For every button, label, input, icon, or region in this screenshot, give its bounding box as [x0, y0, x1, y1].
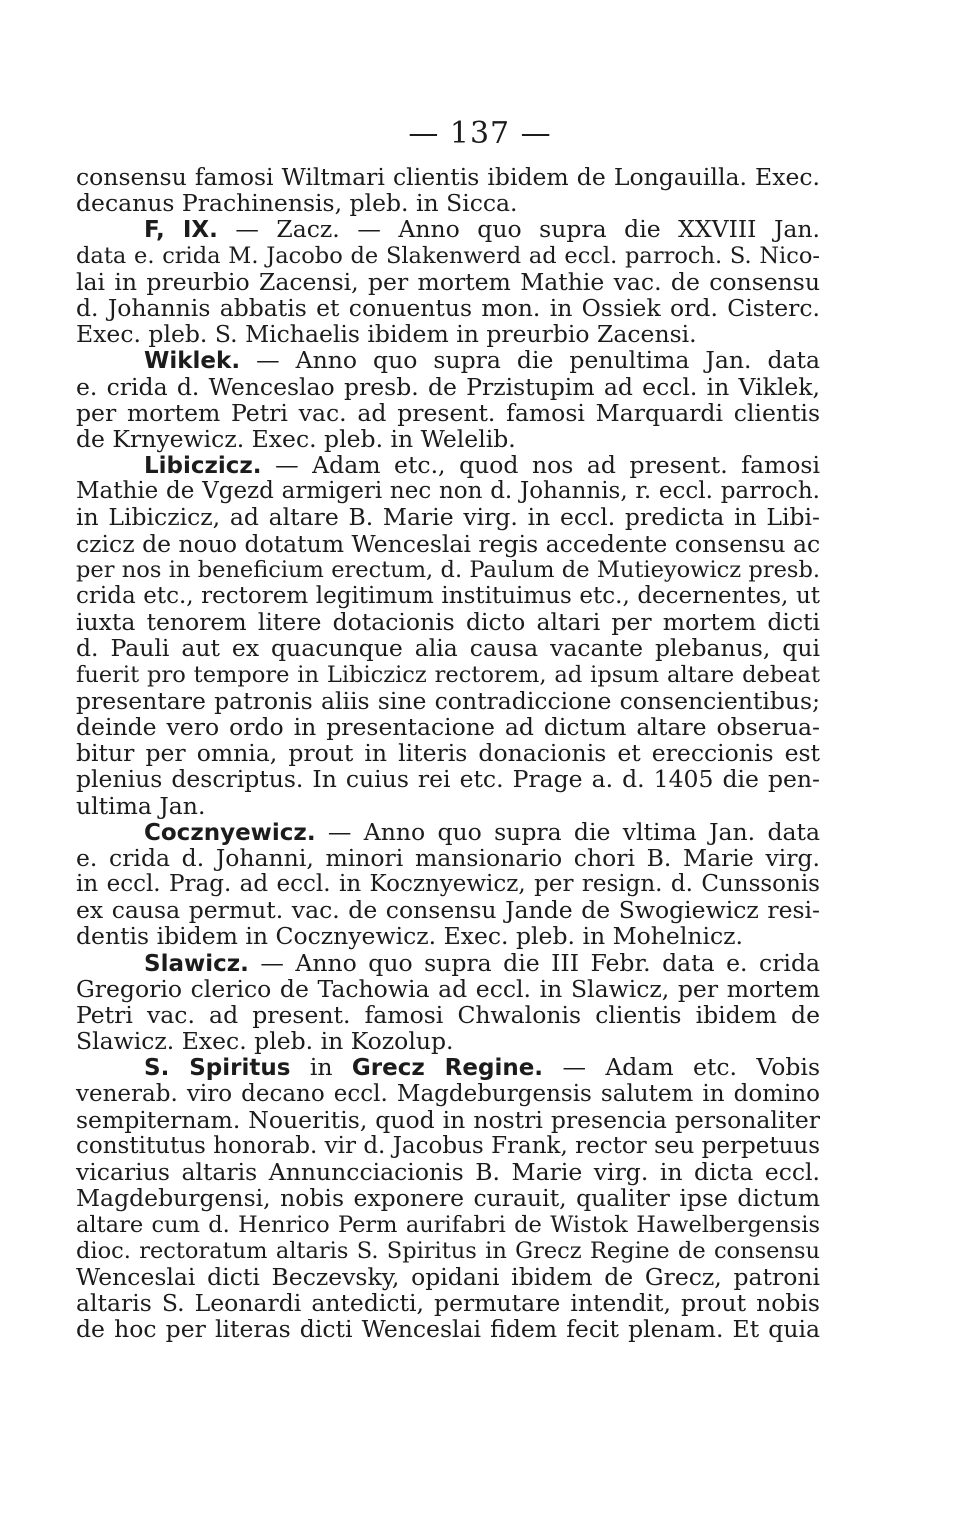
line-text: Gregorio clerico de Tachowia ad eccl. in Slawicz, per mortem — [76, 974, 820, 1003]
line-text: — Anno quo supra die III Febr. data e. crida — [248, 948, 820, 977]
line-text: per nos in beneficium erectum, d. Paulum de Mutieyowicz presb. — [76, 556, 820, 583]
line-text: vicarius altaris Annuncciacionis B. Marie virg. in dicta eccl. — [76, 1158, 820, 1187]
text-line — [76, 688, 820, 714]
line-text: in — [290, 1053, 352, 1082]
line-text: czicz de nouo dotatum Wenceslai regis accedente consensu ac — [76, 529, 821, 558]
text-line — [76, 871, 820, 897]
text-line — [76, 374, 820, 400]
text-line — [76, 321, 820, 347]
line-text: — Adam etc., quod nos ad present. famosi — [261, 451, 820, 480]
text-line — [76, 243, 820, 269]
entry-heading-line — [76, 347, 820, 373]
line-text: per mortem Petri vac. ad present. famosi Marquardi clientis — [76, 398, 820, 427]
text-line — [76, 557, 820, 583]
entry-heading: S. Spiritus — [144, 1055, 291, 1082]
line-text: presentare patronis aliis sine contradiccione consencientibus; — [76, 686, 820, 715]
line-text: — Anno quo supra die penultima Jan. data — [240, 346, 820, 375]
text-line — [76, 609, 820, 635]
text-line — [76, 1133, 820, 1159]
text-line — [76, 1212, 820, 1238]
entry-heading: Cocznyewicz. — [144, 819, 316, 846]
entry-heading: Slawicz. — [144, 950, 249, 977]
text-line — [76, 400, 820, 426]
text-line — [76, 1002, 820, 1028]
line-text: altaris S. Leonardi antedicti, permutare intendit, prout nobis — [76, 1289, 820, 1318]
line-text: — Zacz. — Anno quo supra die XXVIII Jan. — [217, 215, 820, 244]
line-text: dentis ibidem in Cocznyewicz. Exec. pleb. in Mohelnicz. — [76, 922, 743, 951]
text-line — [76, 1238, 820, 1264]
line-text: — Adam etc. Vobis — [543, 1053, 821, 1082]
text-line — [76, 635, 820, 661]
line-text: ultima Jan. — [76, 791, 206, 820]
text-line — [76, 164, 820, 190]
entry-heading: Wiklek. — [144, 348, 241, 375]
line-text: Exec. pleb. S. Michaelis ibidem in preurbio Zacensi. — [76, 320, 697, 349]
line-text: de Krnyewicz. Exec. pleb. in Welelib. — [76, 424, 516, 453]
entry-heading: Libiczicz. — [144, 453, 262, 480]
line-text: Wenceslai dicti Beczevsky, opidani ibidem de Grecz, patroni — [76, 1262, 820, 1291]
line-text: ex causa permut. vac. de consensu Jande de Swogiewicz resi- — [76, 896, 820, 925]
text-line — [76, 295, 820, 321]
line-text: e. crida d. Johanni, minori mansionario chori B. Marie virg. — [76, 843, 820, 872]
text-line — [76, 504, 820, 530]
text-line — [76, 1107, 820, 1133]
text-line — [76, 714, 820, 740]
body-text — [76, 164, 820, 1342]
text-line — [76, 923, 820, 949]
entry-heading: Grecz Regine. — [351, 1055, 544, 1082]
line-text: iuxta tenorem litere dotacionis dicto altari per mortem dicti — [76, 608, 820, 637]
text-line — [76, 766, 820, 792]
line-text: in Libiczicz, ad altare B. Marie virg. in eccl. predicta in Libi- — [76, 503, 820, 532]
line-text: venerab. viro decano eccl. Magdeburgensis salutem in domino — [76, 1080, 820, 1107]
text-line — [76, 478, 820, 504]
line-text: crida etc., rectorem legitimum instituimus etc., decernentes, ut — [76, 583, 820, 609]
line-text: sempiternam. Noueritis, quod in nostri presencia personaliter — [76, 1105, 820, 1134]
line-text: Petri vac. ad present. famosi Chwalonis clientis ibidem de — [76, 1001, 820, 1029]
text-line — [76, 976, 820, 1002]
line-text: in eccl. Prag. ad eccl. in Kocznyewicz, per resign. d. Cunssonis — [76, 871, 820, 898]
line-text: d. Johannis abbatis et conuentus mon. in Ossiek ord. Cisterc. — [76, 293, 820, 322]
line-text: de hoc per literas dicti Wenceslai fidem fecit plenam. Et quia — [76, 1315, 820, 1344]
entry-heading-line — [76, 1054, 820, 1080]
line-text: dioc. rectoratum altaris S. Spiritus in Grecz Regine de consensu — [76, 1237, 820, 1264]
text-line — [76, 845, 820, 871]
entry-heading-line — [76, 819, 820, 845]
entry-heading-line — [76, 950, 820, 976]
line-text: data e. crida M. Jacobo de Slakenwerd ad eccl. parroch. S. Nico- — [76, 242, 820, 269]
line-text: deinde vero ordo in presentacione ad dictum altare obserua- — [76, 712, 820, 741]
line-text: plenius descriptus. In cuius rei etc. Prage a. d. 1405 die pen- — [76, 765, 820, 794]
text-line — [76, 1264, 820, 1290]
text-line — [76, 793, 820, 819]
line-text: Magdeburgensi, nobis exponere curauit, qualiter ipse dictum — [76, 1184, 820, 1213]
text-line — [76, 1028, 820, 1054]
text-line — [76, 1081, 820, 1107]
page-number: — 137 — — [408, 116, 552, 151]
text-line — [76, 1316, 820, 1342]
line-text: altare cum d. Henrico Perm aurifabri de Wistok Hawelbergensis — [76, 1211, 820, 1238]
entry-heading: F, IX. — [144, 217, 218, 244]
line-text: fuerit pro tempore in Libiczicz rectorem, ad ipsum altare debeat — [76, 661, 820, 688]
line-text: decanus Prachinensis, pleb. in Sicca. — [76, 189, 518, 218]
text-line — [76, 531, 820, 557]
text-line — [76, 897, 820, 923]
entry-heading-line — [76, 216, 820, 242]
line-text: consensu famosi Wiltmari clientis ibidem de Longauilla. Exec. — [76, 163, 820, 191]
text-line — [76, 740, 820, 766]
text-line — [76, 1290, 820, 1316]
text-line — [76, 426, 820, 452]
entry-heading-line — [76, 452, 820, 478]
text-line — [76, 190, 820, 216]
text-line — [76, 1159, 820, 1185]
line-text: constitutus honorab. vir d. Jacobus Frank, rector seu perpetuus — [76, 1132, 820, 1159]
line-text: — Anno quo supra die vltima Jan. data — [315, 817, 820, 846]
text-line — [76, 269, 820, 295]
line-text: e. crida d. Wenceslao presb. de Przistupim ad eccl. in Viklek, — [76, 372, 820, 401]
line-text: lai in preurbio Zacensi, per mortem Mathie vac. de consensu — [76, 267, 820, 296]
line-text: Slawicz. Exec. pleb. in Kozolup. — [76, 1027, 454, 1056]
line-text: bitur per omnia, prout in literis donacionis et ereccionis est — [76, 739, 820, 768]
text-line — [76, 583, 820, 609]
text-line — [76, 1185, 820, 1211]
line-text: Mathie de Vgezd armigeri nec non d. Johannis, r. eccl. parroch. — [76, 478, 820, 505]
line-text: d. Pauli aut ex quacunque alia causa vacante plebanus, qui — [76, 634, 820, 663]
text-line — [76, 662, 820, 688]
